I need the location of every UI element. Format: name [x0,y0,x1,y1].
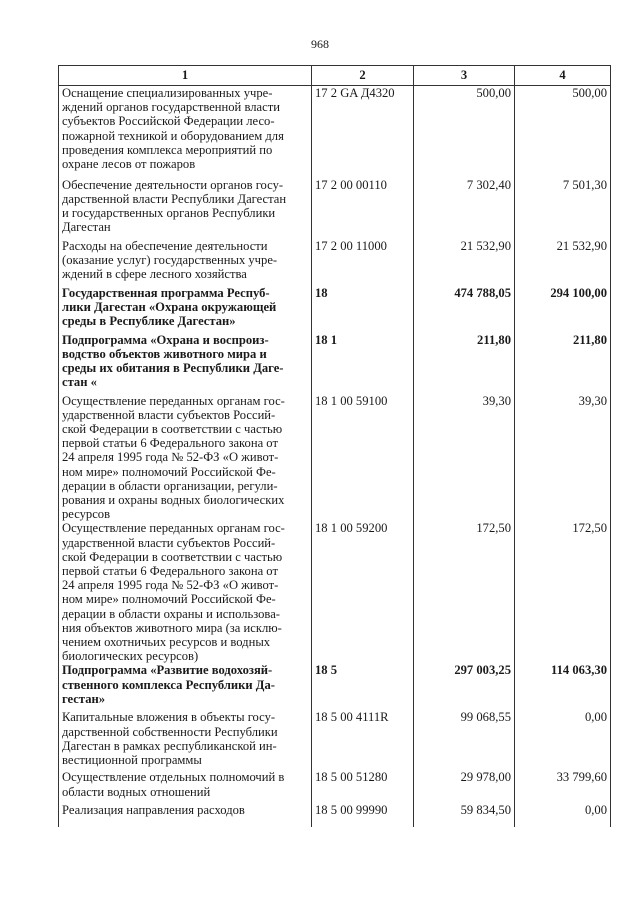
table-row [59,178,611,239]
page-number: 968 [311,37,329,51]
table-row [59,286,611,333]
row-value-year1-cell: 39,30 [414,394,515,522]
row-value-year2-cell: 211,80 [515,333,611,394]
table-row [59,333,611,394]
table-row [59,663,611,710]
row-name-cell: Капитальные вложения в объекты госу- дарственной собственности Республики Дагестан в рамках республиканской ин- вестиционной программы [59,710,312,770]
row-value-year1-cell: 211,80 [414,333,515,394]
row-code-cell: 17 2 00 11000 [312,239,414,286]
row-code-cell: 17 2 GA Д4320 [312,86,414,178]
column-header: 2 [312,66,414,86]
row-value-year2-cell: 39,30 [515,394,611,522]
table-row [59,770,611,803]
row-name-cell: Осуществление отдельных полномочий в области водных отношений [59,770,312,803]
row-value-year1-cell: 172,50 [414,521,515,663]
row-value-year2-cell: 33 799,60 [515,770,611,803]
row-name-cell: Обеспечение деятельности органов госу- дарственной власти Республики Дагестан и государственных органов Республики Дагестан [59,178,312,239]
table-row [59,239,611,286]
row-name-cell: Государственная программа Респуб- лики Дагестан «Охрана окружающей среды в Республике Дагестан» [59,286,312,333]
row-name-cell: Осуществление переданных органам гос- ударственной власти субъектов Россий- ской Федерации в соответствии с частью первой статьи 6 Федерального закона от 24 апреля 1995 года № 52-ФЗ «О живот- ном мире» полномочий Российской Фе- дерации в области охраны и использова- ния объектов животного мира (за исклю- чением охотничьих ресурсов и водных биологических ресурсов) [59,521,312,663]
row-code-cell: 18 [312,286,414,333]
row-code-cell: 18 1 00 59200 [312,521,414,663]
budget-table [58,65,611,827]
table-header-row [59,66,611,86]
row-code-cell: 18 5 00 4111R [312,710,414,770]
row-name-cell: Подпрограмма «Развитие водохозяй- ственного комплекса Республики Да- гестан» [59,663,312,710]
row-code-cell: 18 5 00 99990 [312,803,414,827]
table-row [59,710,611,770]
row-value-year1-cell: 99 068,55 [414,710,515,770]
column-header: 3 [414,66,515,86]
row-value-year1-cell: 7 302,40 [414,178,515,239]
row-code-cell: 18 1 00 59100 [312,394,414,522]
row-value-year2-cell: 114 063,30 [515,663,611,710]
column-header: 1 [59,66,312,86]
table-row [59,394,611,522]
table-row [59,521,611,663]
row-value-year1-cell: 21 532,90 [414,239,515,286]
row-code-cell: 18 5 [312,663,414,710]
row-value-year1-cell: 59 834,50 [414,803,515,827]
table-row [59,86,611,178]
row-value-year1-cell: 29 978,00 [414,770,515,803]
row-value-year2-cell: 7 501,30 [515,178,611,239]
row-value-year2-cell: 172,50 [515,521,611,663]
row-value-year1-cell: 297 003,25 [414,663,515,710]
row-value-year2-cell: 500,00 [515,86,611,178]
row-code-cell: 17 2 00 00110 [312,178,414,239]
row-value-year2-cell: 294 100,00 [515,286,611,333]
row-code-cell: 18 5 00 51280 [312,770,414,803]
row-name-cell: Оснащение специализированных учре- ждений органов государственной власти субъектов Российской Федерации лесо- пожарной техникой и оборудованием для проведения комплекса мероприятий по охране лесов от пожаров [59,86,312,178]
row-name-cell: Подпрограмма «Охрана и воспроиз- водство объектов животного мира и среды их обитания в Республики Даге- стан « [59,333,312,394]
table-row [59,803,611,827]
row-value-year2-cell: 0,00 [515,710,611,770]
row-value-year2-cell: 0,00 [515,803,611,827]
row-name-cell: Расходы на обеспечение деятельности (оказание услуг) государственных учре- ждений в сфере лесного хозяйства [59,239,312,286]
column-header: 4 [515,66,611,86]
row-name-cell: Реализация направления расходов [59,803,312,827]
row-name-cell: Осуществление переданных органам гос- ударственной власти субъектов Россий- ской Федерации в соответствии с частью первой статьи 6 Федерального закона от 24 апреля 1995 года № 52-ФЗ «О живот- ном мире» полномочий Российской Фе- дерации в области организации, регули- рования и охраны водных биологических ресурсов [59,394,312,522]
row-code-cell: 18 1 [312,333,414,394]
row-value-year1-cell: 474 788,05 [414,286,515,333]
row-value-year1-cell: 500,00 [414,86,515,178]
row-value-year2-cell: 21 532,90 [515,239,611,286]
